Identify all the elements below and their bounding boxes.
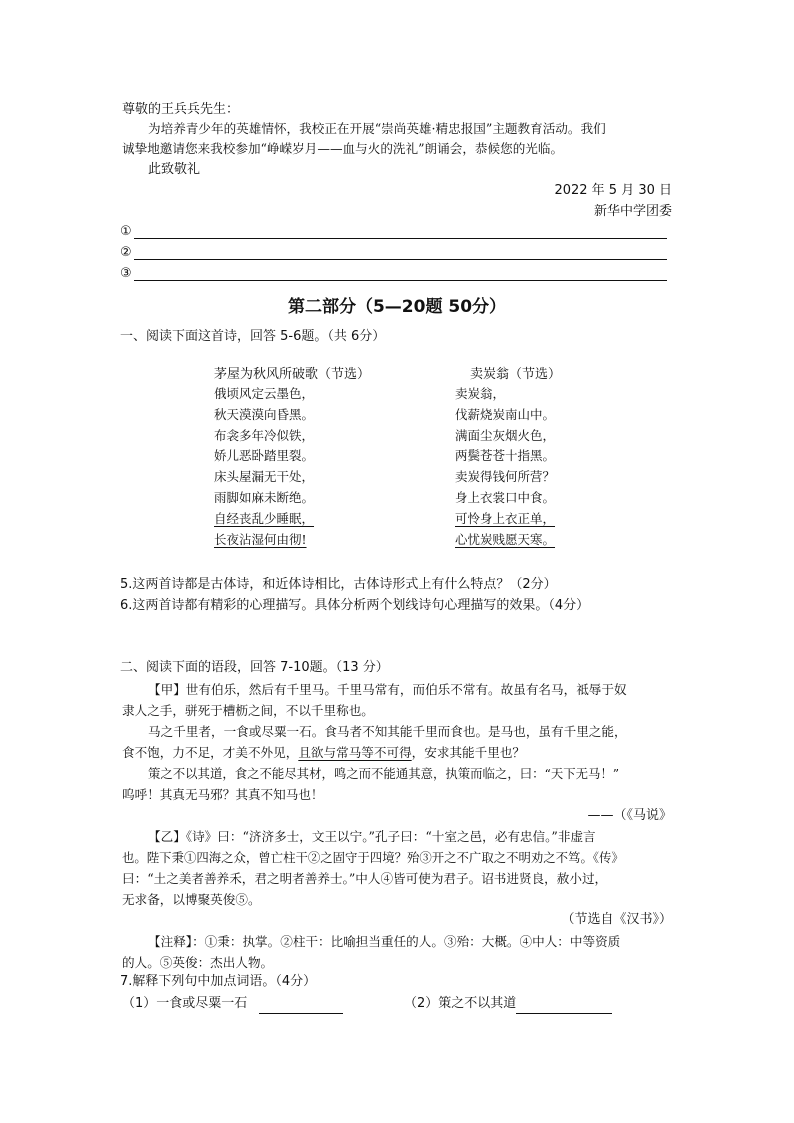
yi-line1: 【乙】《诗》曰：“济济多士，文王以宁。”孔子曰：“十室之邑，必有忠信。”非虚言 bbox=[148, 829, 596, 844]
poem1-line-underlined: 长夜沾湿何由彻! bbox=[214, 531, 307, 547]
poem2-line: 满面尘灰烟火色， bbox=[455, 427, 556, 443]
section1-heading: 一、阅读下面这首诗，回答 5-6题。（共 6分） bbox=[120, 329, 386, 344]
yi-line4: 无求备，以博聚英俊⑤。 bbox=[122, 892, 261, 907]
question-5: 5.这两首诗都是古体诗，和近体诗相比，古体诗形式上有什么特点？（2分） bbox=[120, 577, 557, 592]
letter-body-line1: 为培养青少年的英雄情怀，我校正在开展“崇尚英雄·精忠报国”主题教育活动。我们 bbox=[148, 121, 606, 136]
answer-marker-1: ① bbox=[120, 224, 132, 239]
jia-text: 食不饱，力不足，才美不外见， bbox=[122, 745, 299, 760]
yi-line3: 曰：“土之美者善养禾，君之明者善养士。”中人④皆可使为君子。诏书进贤良，赦小过， bbox=[122, 871, 608, 886]
poem1-title: 茅屋为秋风所破歌（节选） bbox=[214, 367, 371, 382]
answer-line-2[interactable] bbox=[134, 259, 667, 260]
poem1-line: 雨脚如麻未断绝。 bbox=[214, 489, 315, 505]
poem2-line: 卖炭翁， bbox=[455, 386, 506, 401]
letter-signature: 新华中学团委 bbox=[593, 204, 672, 219]
poem2-body bbox=[455, 384, 555, 550]
question-7-item1-text: （1）一食或尽粟一石 bbox=[122, 996, 248, 1011]
jia-paragraph2-line2 bbox=[122, 743, 525, 763]
poem1-line: 布衾多年冷似铁， bbox=[214, 427, 315, 443]
poem2-line-underlined: 可怜身上衣正单， bbox=[455, 510, 556, 526]
poem2-line: 两鬓苍苍十指黑。 bbox=[455, 448, 556, 464]
jia-text: ，安求其能千里也？ bbox=[411, 745, 525, 760]
poem2-line: 身上衣裳口中食。 bbox=[455, 489, 556, 505]
letter-body-line2: 诚挚地邀请您来我校参加“峥嵘岁月——血与火的洗礼”朗诵会，恭候您的光临。 bbox=[122, 141, 564, 156]
poem2-line-underlined: 心忧炭贱愿天寒。 bbox=[455, 531, 556, 547]
yi-source: （节选自《汉书》） bbox=[561, 912, 672, 927]
answer-marker-3: ③ bbox=[120, 266, 132, 281]
question-7-item1 bbox=[122, 994, 343, 1014]
jia-paragraph3-line2: 呜呼！其真无马邪？其真不知马也！ bbox=[122, 787, 324, 802]
poem2-line: 卖炭得钱何所营？ bbox=[455, 469, 556, 485]
poem1-line: 秋天漠漠向昏黑。 bbox=[214, 406, 315, 422]
poem2-line: 伐薪烧炭南山中。 bbox=[455, 406, 556, 422]
answer-blank-7-2[interactable] bbox=[516, 999, 612, 1014]
question-7-item2 bbox=[404, 994, 612, 1014]
question-7-item2-text: （2）策之不以其道 bbox=[404, 996, 517, 1011]
section2-heading: 二、阅读下面的语段，回答 7-10题。（13 分） bbox=[120, 660, 389, 675]
notes-line1: 【注释】：①秉：执掌。②柱干：比喻担当重任的人。③殆：大概。④中人：中等资质 bbox=[148, 934, 621, 949]
notes-line2: 的人。⑤英俊：杰出人物。 bbox=[122, 955, 274, 970]
question-7: 7.解释下列句中加点词语。（4分） bbox=[120, 974, 317, 989]
answer-blank-7-1[interactable] bbox=[259, 999, 343, 1014]
jia-source: ——（《马说》 bbox=[587, 808, 672, 823]
poem2-title: 卖炭翁（节选） bbox=[470, 367, 562, 382]
answer-line-3[interactable] bbox=[134, 280, 667, 281]
poem1-line: 俄顷风定云墨色， bbox=[214, 386, 315, 401]
jia-paragraph3-line1: 策之不以其道，食之不能尽其材，鸣之而不能通其意，执策而临之，曰：“天下无马！” bbox=[148, 766, 620, 781]
jia-paragraph1-line2: 隶人之手，骈死于槽枥之间，不以千里称也。 bbox=[122, 703, 374, 718]
jia-underlined-sentence: 且欲与常马等不可得 bbox=[298, 745, 412, 760]
answer-line-1[interactable] bbox=[134, 238, 667, 239]
jia-paragraph2-line1: 马之千里者，一食或尽粟一石。食马者不知其能千里而食也。是马也，虽有千里之能， bbox=[148, 724, 627, 739]
part2-title: 第二部分（5—20题 50分） bbox=[287, 297, 507, 317]
question-6: 6.这两首诗都有精彩的心理描写。具体分析两个划线诗句心理描写的效果。（4分） bbox=[120, 598, 590, 613]
jia-paragraph1-line1: 【甲】世有伯乐，然后有千里马。千里马常有，而伯乐不常有。故虽有名马，祗辱于奴 bbox=[148, 682, 627, 697]
poem1-line-underlined: 自经丧乱少睡眠， bbox=[214, 510, 315, 526]
poem1-line: 床头屋漏无干处， bbox=[214, 469, 315, 485]
letter-salutation: 尊敬的王兵兵先生： bbox=[122, 102, 240, 117]
poem1-body bbox=[214, 384, 314, 550]
letter-date: 2022 年 5 月 30 日 bbox=[554, 183, 672, 198]
answer-marker-2: ② bbox=[120, 245, 132, 260]
poem1-line: 娇儿恶卧踏里裂。 bbox=[214, 448, 315, 464]
yi-line2: 也。陛下秉①四海之众，曾亡柱干②之固守于四境？殆③开之不广取之不明劝之不笃。《传》 bbox=[122, 850, 624, 865]
letter-closing: 此致敬礼 bbox=[148, 162, 201, 177]
